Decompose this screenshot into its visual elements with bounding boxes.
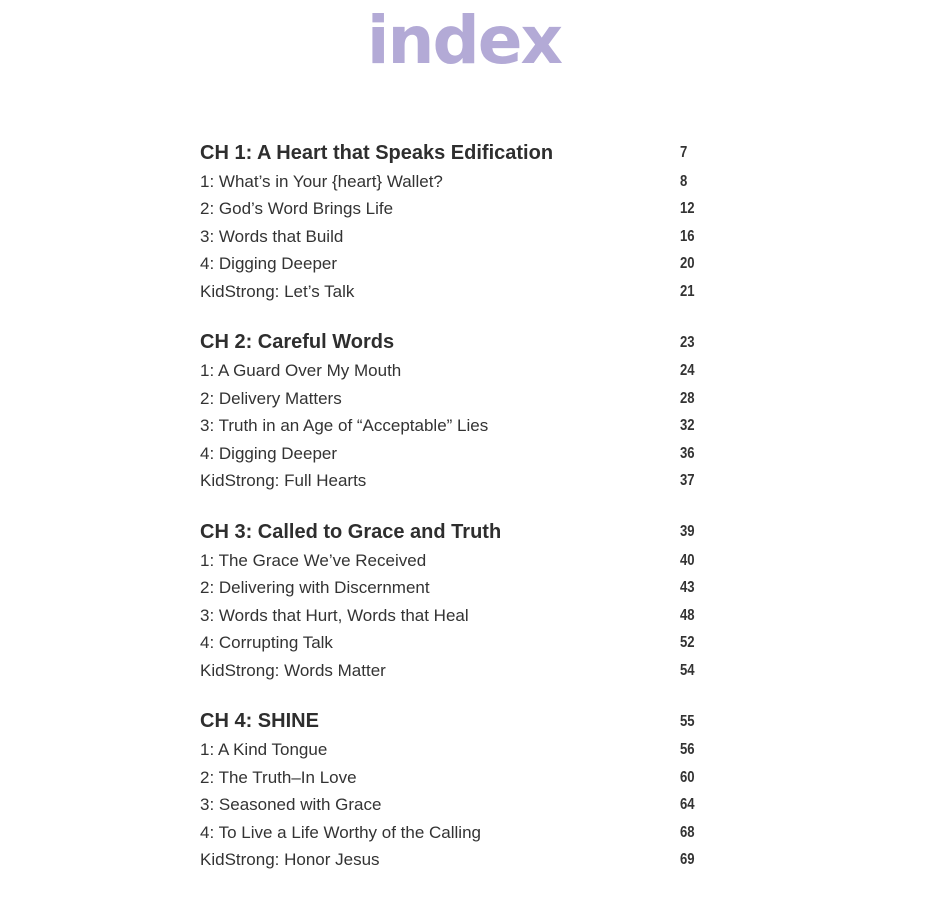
entry-page: 16 <box>680 227 695 245</box>
chapter-1 <box>200 138 702 306</box>
index-entry[interactable] <box>200 468 702 496</box>
index-entry[interactable] <box>200 168 702 196</box>
index-entry[interactable] <box>200 819 702 847</box>
entry-page: 36 <box>680 444 695 462</box>
entry-page: 28 <box>680 389 695 407</box>
index-entry[interactable] <box>200 547 702 575</box>
index-entry[interactable] <box>200 657 702 685</box>
entry-label: 4: Corrupting Talk <box>200 633 333 653</box>
entry-page: 56 <box>680 741 695 759</box>
entry-label: 4: Digging Deeper <box>200 254 338 274</box>
entry-page: 24 <box>680 362 695 380</box>
entry-label: 2: The Truth–In Love <box>200 767 357 787</box>
chapter-4 <box>200 707 702 875</box>
entry-label: 2: Delivering with Discernment <box>200 578 430 598</box>
index-entry[interactable] <box>200 223 702 251</box>
chapter-heading-label: CH 1: A Heart that Speaks Edification <box>200 141 554 164</box>
entry-page: 32 <box>680 417 695 435</box>
entry-page: 60 <box>680 768 695 786</box>
entry-label: 1: A Guard Over My Mouth <box>200 361 402 381</box>
page-title: index <box>366 2 562 79</box>
entry-page: 40 <box>680 551 695 569</box>
chapter-heading-page: 39 <box>680 523 695 540</box>
chapter-heading-label: CH 2: Careful Words <box>200 331 395 353</box>
entry-page: 37 <box>680 472 695 490</box>
index-list <box>200 138 702 896</box>
entry-page: 21 <box>680 282 695 300</box>
chapter-heading[interactable] <box>200 707 702 737</box>
entry-page: 69 <box>680 851 695 869</box>
entry-label: 4: To Live a Life Worthy of the Calling <box>200 822 481 842</box>
chapter-3 <box>200 517 702 685</box>
entry-page: 54 <box>680 661 695 679</box>
entry-page: 68 <box>680 823 695 841</box>
index-entry[interactable] <box>200 385 702 413</box>
index-entry[interactable] <box>200 764 702 792</box>
entry-label: KidStrong: Honor Jesus <box>200 850 380 870</box>
entry-label: KidStrong: Let’s Talk <box>200 281 355 301</box>
chapter-heading[interactable] <box>200 517 702 547</box>
entry-label: 1: What’s in Your {heart} Wallet? <box>200 171 443 191</box>
entry-label: 4: Digging Deeper <box>200 443 338 463</box>
entry-page: 43 <box>680 579 695 597</box>
index-entry[interactable] <box>200 575 702 603</box>
chapter-heading[interactable] <box>200 328 702 358</box>
entry-label: 1: A Kind Tongue <box>200 740 328 760</box>
entry-label: 2: Delivery Matters <box>200 388 342 408</box>
entry-label: 3: Truth in an Age of “Acceptable” Lies <box>200 416 489 436</box>
index-entry[interactable] <box>200 413 702 441</box>
index-entry[interactable] <box>200 278 702 306</box>
index-entry[interactable] <box>200 847 702 875</box>
chapter-heading-page: 7 <box>680 144 688 161</box>
index-entry[interactable] <box>200 196 702 224</box>
chapter-heading-page: 55 <box>680 712 695 730</box>
chapter-heading-label: CH 3: Called to Grace and Truth <box>200 520 502 543</box>
entry-label: 3: Seasoned with Grace <box>200 795 382 815</box>
entry-page: 8 <box>680 172 688 190</box>
entry-page: 12 <box>680 200 695 218</box>
chapter-2 <box>200 328 702 496</box>
index-entry[interactable] <box>200 358 702 386</box>
entry-page: 64 <box>680 796 695 814</box>
entry-label: 1: The Grace We’ve Received <box>200 550 427 570</box>
entry-page: 52 <box>680 634 695 652</box>
index-entry[interactable] <box>200 737 702 765</box>
index-entry[interactable] <box>200 792 702 820</box>
chapter-heading-page: 23 <box>680 333 695 351</box>
entry-label: KidStrong: Words Matter <box>200 660 386 680</box>
entry-page: 20 <box>680 255 695 273</box>
entry-label: 3: Words that Build <box>200 226 344 246</box>
index-entry[interactable] <box>200 440 702 468</box>
chapter-heading-label: CH 4: SHINE <box>200 710 319 732</box>
entry-label: 3: Words that Hurt, Words that Heal <box>200 605 469 625</box>
entry-page: 48 <box>680 606 695 624</box>
index-entry[interactable] <box>200 602 702 630</box>
index-entry[interactable] <box>200 630 702 658</box>
index-entry[interactable] <box>200 251 702 279</box>
entry-label: 2: God’s Word Brings Life <box>200 199 394 219</box>
chapter-heading[interactable] <box>200 138 702 168</box>
entry-label: KidStrong: Full Hearts <box>200 471 367 491</box>
